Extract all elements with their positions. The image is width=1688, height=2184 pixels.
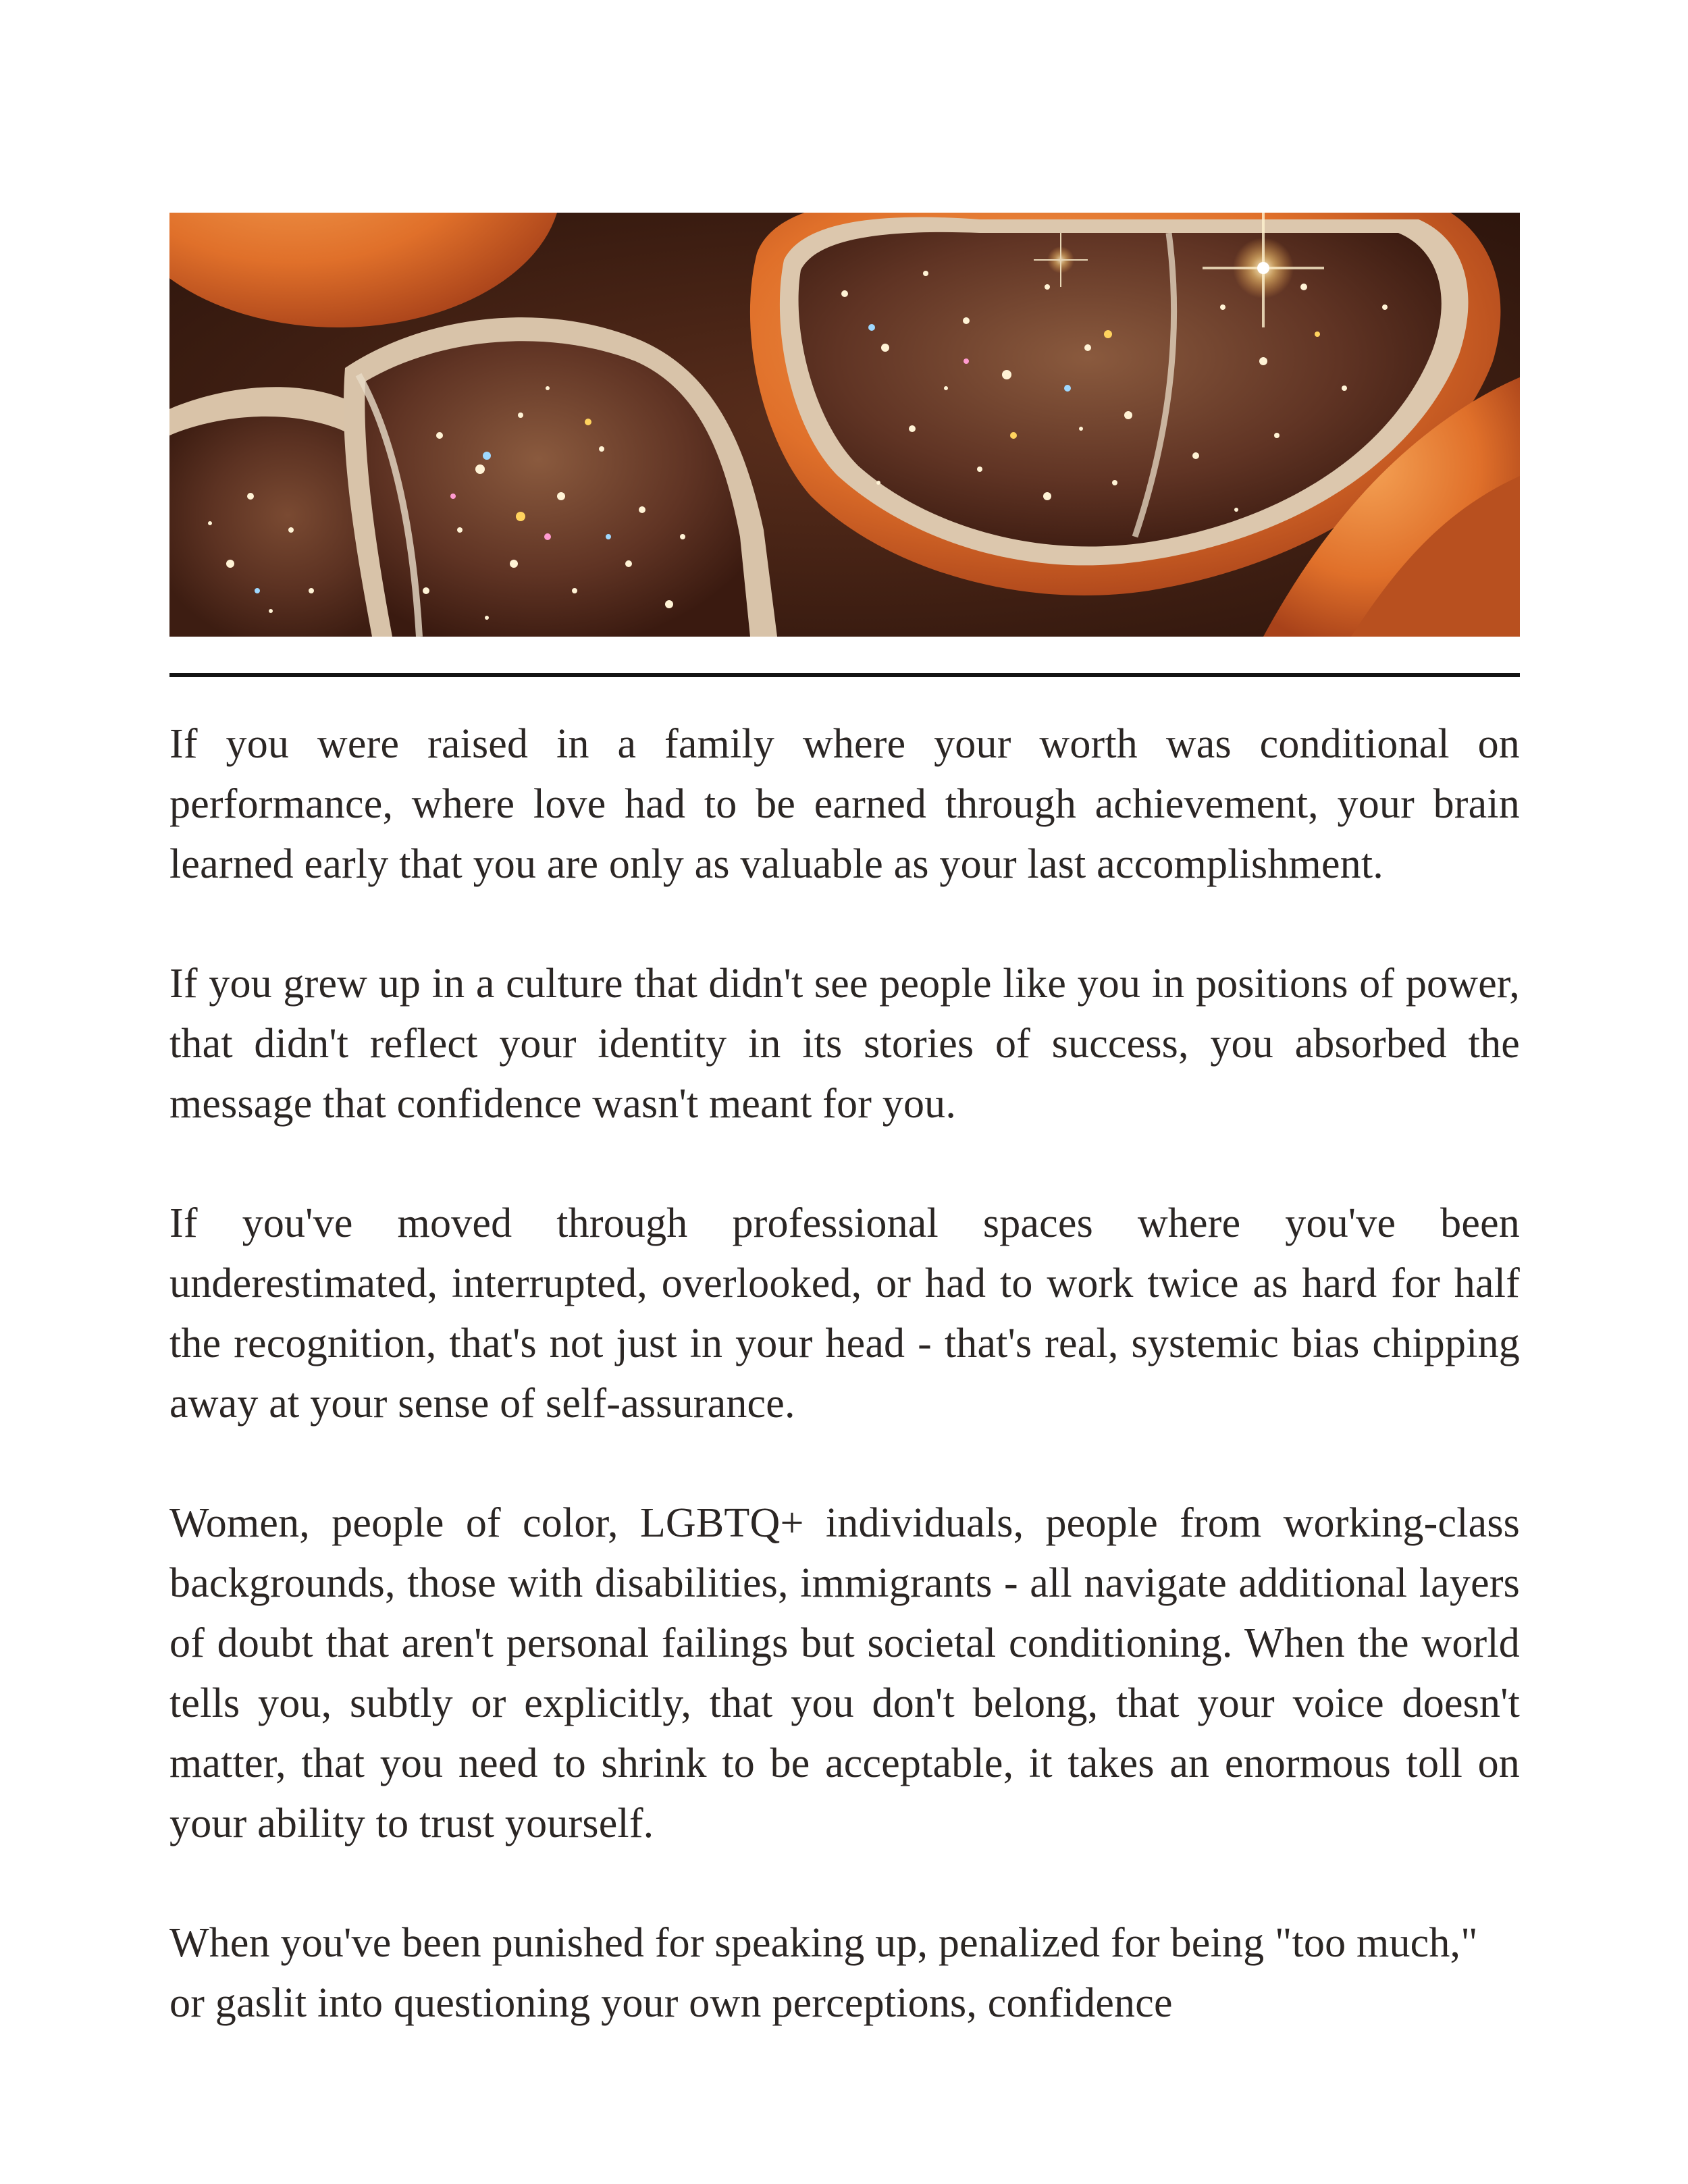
horizontal-divider [169, 673, 1520, 677]
paragraph-1: If you were raised in a family where your worth was conditional on performance, where love had to be earned through achievement, your brain learned early that you are only as valuable as your last accomplishment. [169, 721, 1520, 887]
paragraph-3: If you've moved through professional spaces where you've been underestimated, interrupted, overlooked, or had to work twice as hard for half the recognition, that's not just in your head - that's real, systemic bias chipping away at your sense of self-assurance. [169, 1200, 1520, 1427]
orange-slices-illustration [169, 213, 1520, 637]
paragraph-4: Women, people of color, LGBTQ+ individuals, people from working-class backgrounds, those with disabilities, immigrants - all navigate additional layers of doubt that aren't personal failings but societal conditioning. When the world tells you, subtly or explicitly, that you don't belong, that your voice doesn't matter, that you need to shrink to be acceptable, it takes an enormous toll on your ability to trust yourself. [169, 1500, 1520, 1846]
header-image-glittering-orange-slices [169, 213, 1520, 637]
paragraph-5: When you've been punished for speaking up, penalized for being "too much," or gaslit into questioning your own perceptions, confidence [169, 1920, 1478, 2026]
body-text [169, 714, 1520, 2033]
paragraph-2: If you grew up in a culture that didn't see people like you in positions of power, that didn't reflect your identity in its stories of success, you absorbed the message that confidence wasn't meant for you. [169, 961, 1520, 1127]
